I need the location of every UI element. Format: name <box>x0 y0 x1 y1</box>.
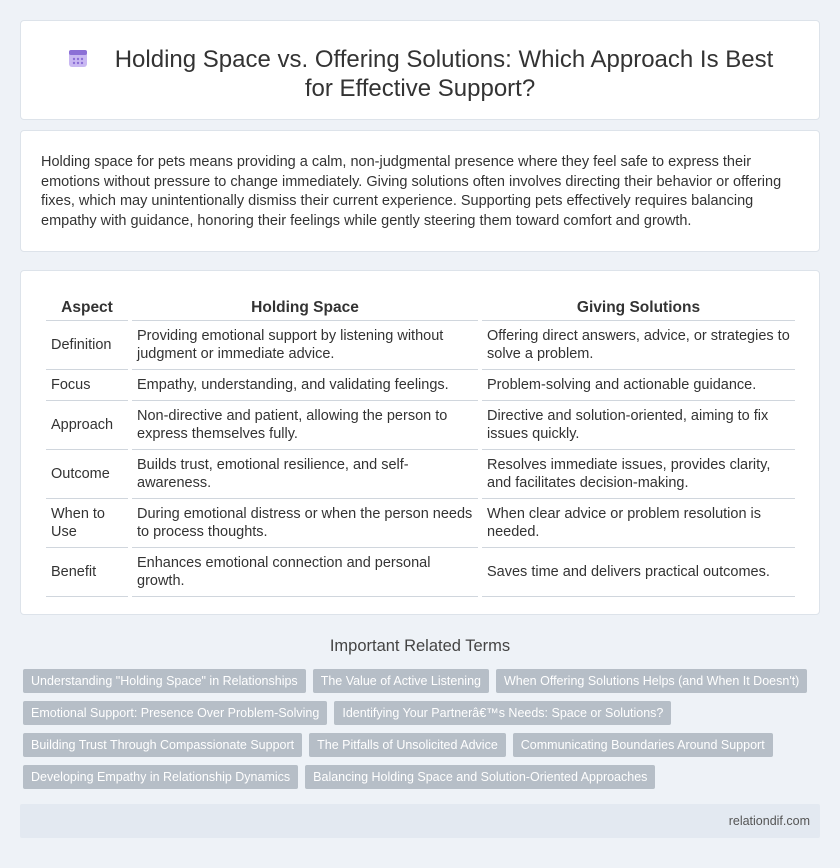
footer-bar <box>20 804 820 838</box>
comparison-card <box>20 270 820 615</box>
row-aspect: Benefit <box>46 548 128 597</box>
related-term-tag[interactable]: Emotional Support: Presence Over Problem-Solving <box>23 701 327 725</box>
table-row <box>46 321 795 370</box>
row-giving-solutions: Directive and solution-oriented, aiming to fix issues quickly. <box>482 401 795 450</box>
comparison-table <box>42 295 799 597</box>
row-giving-solutions: When clear advice or problem resolution is needed. <box>482 499 795 548</box>
related-term-tag[interactable]: Developing Empathy in Relationship Dynamics <box>23 765 298 789</box>
table-header-row <box>46 295 795 321</box>
row-holding-space: Enhances emotional connection and personal growth. <box>132 548 478 597</box>
related-term-tag[interactable]: Balancing Holding Space and Solution-Oriented Approaches <box>305 765 655 789</box>
page-title <box>51 45 789 103</box>
related-term-tag[interactable]: Communicating Boundaries Around Support <box>513 733 773 757</box>
page-title-text: Holding Space vs. Offering Solutions: Which Approach Is Best for Effective Support? <box>114 46 774 102</box>
related-terms-title: Important Related Terms <box>329 637 511 655</box>
row-giving-solutions: Resolves immediate issues, provides clarity, and facilitates decision-making. <box>482 450 795 499</box>
row-holding-space: Builds trust, emotional resilience, and self-awareness. <box>132 450 478 499</box>
related-term-tag[interactable]: Understanding "Holding Space" in Relationships <box>23 669 306 693</box>
header-card <box>20 20 820 120</box>
table-row <box>46 401 795 450</box>
title-wrap <box>51 45 789 103</box>
related-term-tag[interactable]: The Value of Active Listening <box>313 669 489 693</box>
table-row <box>46 548 795 597</box>
column-header-holding-space: Holding Space <box>132 295 478 321</box>
related-term-tag[interactable]: The Pitfalls of Unsolicited Advice <box>309 733 506 757</box>
related-term-tag[interactable]: When Offering Solutions Helps (and When It Doesn't) <box>496 669 807 693</box>
table-row <box>46 450 795 499</box>
intro-card <box>20 130 820 252</box>
row-holding-space: During emotional distress or when the person needs to process thoughts. <box>132 499 478 548</box>
related-terms-list <box>23 669 813 789</box>
column-header-aspect: Aspect <box>46 295 128 321</box>
calendar-icon <box>67 47 89 69</box>
row-giving-solutions: Saves time and delivers practical outcomes. <box>482 548 795 597</box>
column-header-giving-solutions: Giving Solutions <box>482 295 795 321</box>
footer-site-link[interactable]: relationdif.com <box>728 814 810 828</box>
row-aspect: When to Use <box>46 499 128 548</box>
row-aspect: Approach <box>46 401 128 450</box>
row-giving-solutions: Offering direct answers, advice, or strategies to solve a problem. <box>482 321 795 370</box>
row-aspect: Focus <box>46 370 128 401</box>
table-row <box>46 499 795 548</box>
row-holding-space: Empathy, understanding, and validating feelings. <box>132 370 478 401</box>
row-holding-space: Non-directive and patient, allowing the person to express themselves fully. <box>132 401 478 450</box>
row-aspect: Outcome <box>46 450 128 499</box>
row-holding-space: Providing emotional support by listening without judgment or immediate advice. <box>132 321 478 370</box>
table-row <box>46 370 795 401</box>
row-giving-solutions: Problem-solving and actionable guidance. <box>482 370 795 401</box>
row-aspect: Definition <box>46 321 128 370</box>
intro-text: Holding space for pets means providing a calm, non-judgmental presence where they feel safe to express their emotions without pressure to change immediately. Giving solutions often involves directing their behavior or offering fixes, which may unintentionally dismiss their current experience. Supporting pets effectively requires balancing empathy with guidance, honoring their feelings while gently steering them toward comfort and growth. <box>41 154 782 229</box>
related-term-tag[interactable]: Identifying Your Partnerâ€™s Needs: Space or Solutions? <box>334 701 671 725</box>
related-term-tag[interactable]: Building Trust Through Compassionate Support <box>23 733 302 757</box>
